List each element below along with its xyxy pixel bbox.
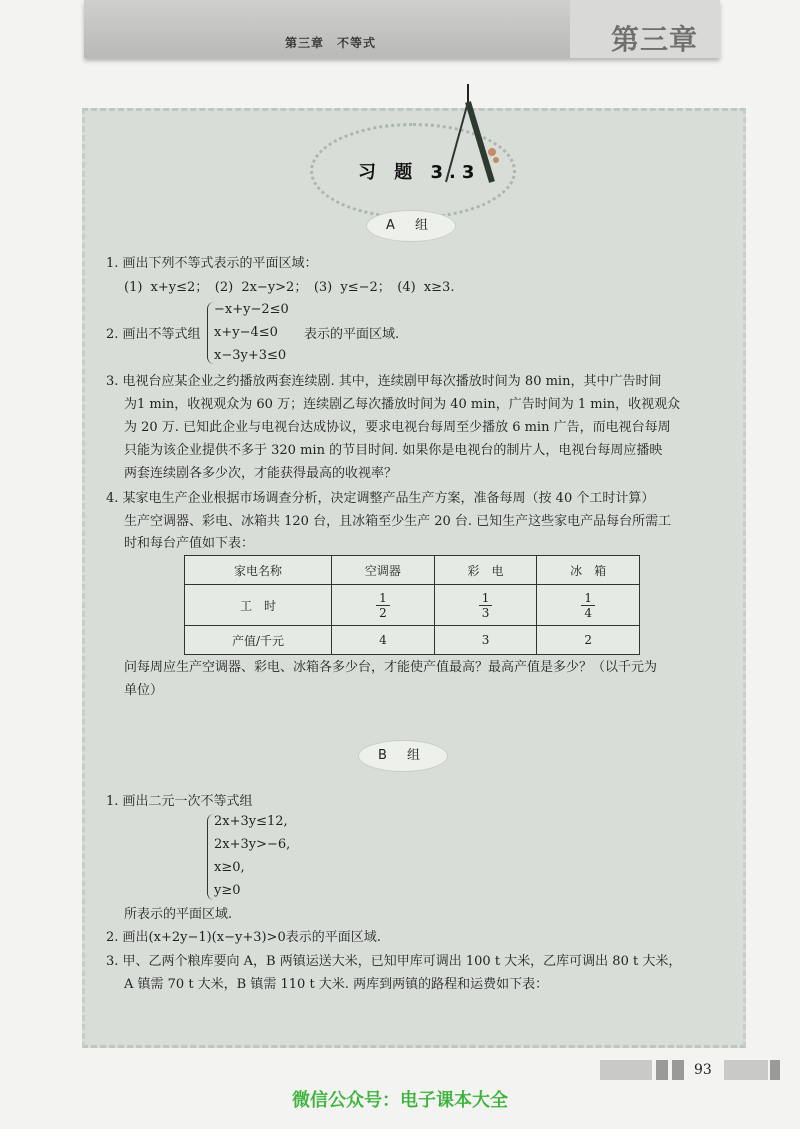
a-q2-line-1: −x+y−2≤0 bbox=[214, 302, 289, 317]
a-q2-tail: 表示的平面区域. bbox=[304, 327, 400, 342]
a-q4-after-2: 单位） bbox=[124, 683, 164, 698]
footer-bar-5 bbox=[770, 1060, 780, 1080]
page-number: 93 bbox=[694, 1062, 712, 1078]
group-a-label: A 组 bbox=[366, 210, 456, 242]
chapter-label: 第三章 bbox=[610, 23, 698, 56]
b-q2: 2. 画出(x+2y−1)(x−y+3)>0表示的平面区域. bbox=[106, 930, 381, 945]
a-q4-line-3: 时和每台产值如下表： bbox=[124, 536, 255, 551]
a-q2-brace bbox=[207, 302, 214, 364]
b-q1-line-3: x≥0, bbox=[214, 860, 245, 875]
table-header-cell: 彩 电 bbox=[434, 556, 537, 585]
table-row-label: 工 时 bbox=[185, 585, 332, 626]
table-cell: 4 bbox=[332, 626, 435, 655]
fraction: $\frac{1}{4}$ bbox=[581, 591, 595, 620]
a-q3-line-4: 只能为该企业提供不多于 320 min 的节目时间. 如果你是电视台的制片人，电视台每周应播映 bbox=[124, 443, 663, 458]
table-header-row bbox=[185, 556, 640, 585]
a-q2-line-3: x−3y+3≤0 bbox=[214, 348, 287, 363]
table-cell bbox=[537, 585, 640, 626]
table-header-cell: 空调器 bbox=[332, 556, 435, 585]
b-q3-line-1: 3. 甲、乙两个粮库要向 A，B 两镇运送大米，已知甲库可调出 100 t 大米，乙库可调出 80 t 大米， bbox=[106, 954, 682, 969]
running-title: 第三章 不等式 bbox=[285, 36, 377, 50]
table-row-value bbox=[185, 626, 640, 655]
group-b-label: B 组 bbox=[358, 740, 448, 772]
fraction: $\frac{1}{3}$ bbox=[479, 591, 493, 620]
a-q3-line-1: 3. 电视台应某企业之约播放两套连续剧. 其中，连续剧甲每次播放时间为 80 min，其中广告时间 bbox=[106, 374, 662, 389]
b-q1-line-1: 2x+3y≤12, bbox=[214, 814, 288, 829]
b-q1-stem: 1. 画出二元一次不等式组 bbox=[106, 794, 253, 809]
table-cell: 2 bbox=[537, 626, 640, 655]
a-q2-line-2: x+y−4≤0 bbox=[214, 325, 278, 340]
table-cell bbox=[332, 585, 435, 626]
b-q1-system bbox=[214, 810, 290, 902]
a-q4-line-1: 4. 某家电生产企业根据市场调查分析，决定调整产品生产方案，准备每周（按 40 个工时计算） bbox=[106, 491, 655, 506]
table-header-cell: 家电名称 bbox=[185, 556, 332, 585]
footer-bar-1 bbox=[600, 1060, 652, 1080]
b-q3-line-2: A 镇需 70 t 大米，B 镇需 110 t 大米. 两库到两镇的路程和运费如下表： bbox=[124, 977, 549, 992]
footer-bar-4 bbox=[724, 1060, 768, 1080]
watermark: 微信公众号：电子课本大全 bbox=[292, 1090, 508, 1111]
b-q1-line-4: y≥0 bbox=[214, 883, 241, 898]
a-q2-system bbox=[214, 298, 289, 367]
table-row-hours bbox=[185, 585, 640, 626]
exercise-title: 习 题 3.3 bbox=[358, 162, 481, 183]
chapter-tab bbox=[570, 0, 720, 58]
b-q1-tail: 所表示的平面区域. bbox=[124, 907, 233, 922]
a-q1-parts: (1) x+y≤2； (2) 2x−y>2； (3) y≤−2； (4) x≥3. bbox=[124, 280, 455, 295]
a-q2-lead: 2. 画出不等式组 bbox=[106, 327, 201, 342]
a-q4-line-2: 生产空调器、彩电、冰箱共 120 台，且冰箱至少生产 20 台. 已知生产这些家电产品每台所需工 bbox=[124, 514, 672, 529]
fraction: $\frac{1}{2}$ bbox=[376, 591, 390, 620]
table-cell: 3 bbox=[434, 626, 537, 655]
a-q1-stem: 1. 画出下列不等式表示的平面区域： bbox=[106, 256, 318, 271]
b-q1-brace bbox=[207, 814, 214, 900]
table-row-label: 产值/千元 bbox=[185, 626, 332, 655]
table-cell bbox=[434, 585, 537, 626]
chapter-header-bar bbox=[84, 0, 720, 58]
a-q3-line-3: 为 20 万. 已知此企业与电视台达成协议，要求电视台每周至少播放 6 min 广告，而电视台每周 bbox=[124, 420, 671, 435]
footer-bar-3 bbox=[672, 1060, 684, 1080]
table-header-cell: 冰 箱 bbox=[537, 556, 640, 585]
appliance-table bbox=[184, 555, 640, 655]
a-q3-line-5: 两套连续剧各多少次，才能获得最高的收视率？ bbox=[124, 466, 398, 481]
a-q3-line-2: 为1 min，收视观众为 60 万；连续剧乙每次播放时间为 40 min，广告时间为 1 min，收视观众 bbox=[124, 397, 681, 412]
b-q1-line-2: 2x+3y>−6, bbox=[214, 837, 291, 852]
a-q4-after-1: 问每周应生产空调器、彩电、冰箱各多少台，才能使产值最高？最高产值是多少？（以千元为 bbox=[124, 660, 658, 675]
footer-bar-2 bbox=[656, 1060, 668, 1080]
